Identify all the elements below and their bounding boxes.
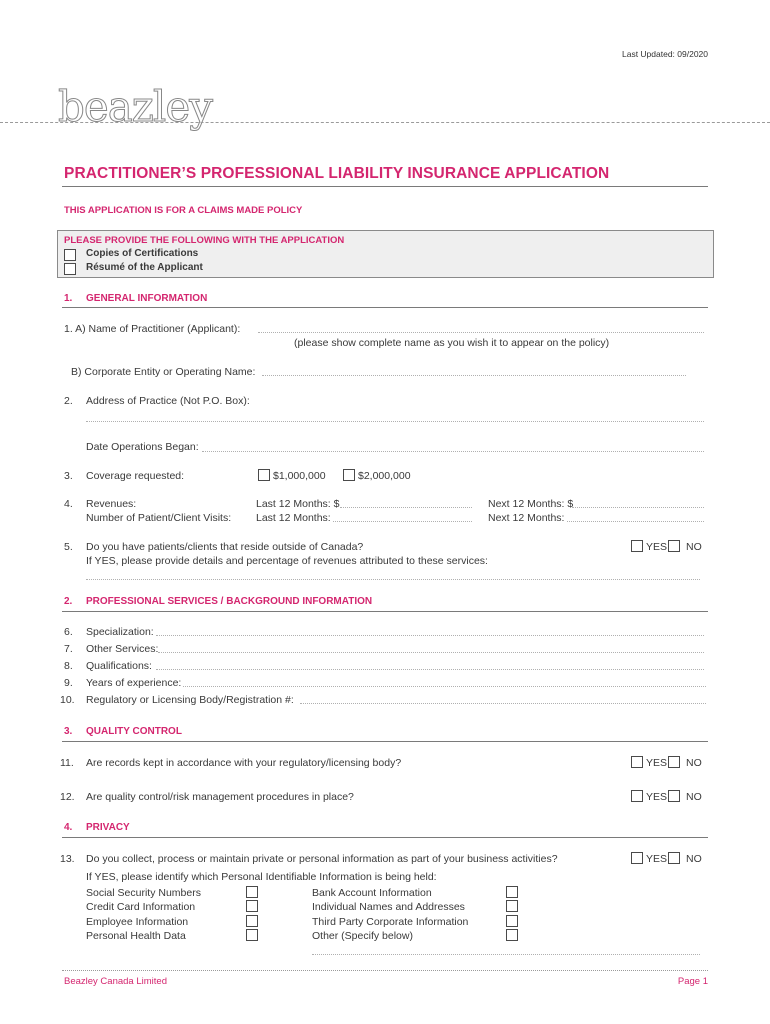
certifications-label: Copies of Certifications [86, 248, 199, 259]
pii-credit-card-checkbox[interactable] [246, 900, 258, 912]
resume-label: Résumé of the Applicant [86, 262, 203, 273]
q7-label: Other Services: [86, 643, 159, 655]
q13-no-label: NO [686, 853, 702, 865]
section3-title: QUALITY CONTROL [86, 726, 182, 737]
next12-visits-label: Next 12 Months: [488, 512, 565, 524]
corporate-name-field[interactable] [262, 375, 686, 376]
q5-yes-checkbox[interactable] [631, 540, 643, 552]
last12-visits-field[interactable] [333, 521, 472, 522]
q12-number: 12. [60, 791, 75, 803]
q2-number: 2. [64, 395, 73, 407]
q5-no-label: NO [686, 541, 702, 553]
years-experience-field[interactable] [183, 686, 706, 687]
q10-label: Regulatory or Licensing Body/Registration #: [86, 694, 294, 706]
q9-number: 9. [64, 677, 73, 689]
q13-yes-label: YES [646, 853, 668, 865]
q11-number: 11. [60, 757, 74, 769]
q13-yes-checkbox[interactable] [631, 852, 643, 864]
q13-number: 13. [60, 853, 75, 865]
pii-left-item: Social Security Numbers [86, 887, 201, 899]
next12-visits-field[interactable] [567, 521, 704, 522]
q13-label: Do you collect, process or maintain private or personal information as part of your business activities? [86, 853, 558, 865]
resume-checkbox[interactable] [64, 263, 76, 275]
title-rule [62, 186, 708, 187]
pii-other-specify-field[interactable] [312, 954, 700, 955]
coverage-2m-label: $2,000,000 [358, 470, 411, 482]
last12-revenue-field[interactable] [340, 507, 472, 508]
section1-rule [62, 307, 708, 308]
q10-number: 10. [60, 694, 75, 706]
address-field[interactable] [86, 421, 704, 422]
pii-other-checkbox[interactable] [506, 929, 518, 941]
q1a-hint: (please show complete name as you wish it to appear on the policy) [294, 337, 610, 349]
next12-revenue-label: Next 12 Months: $ [488, 498, 574, 510]
regulatory-body-field[interactable] [300, 703, 706, 704]
q12-label: Are quality control/risk management procedures in place? [86, 791, 354, 803]
q9-label: Years of experience: [86, 677, 182, 689]
pii-right-item: Individual Names and Addresses [312, 901, 465, 913]
claims-made-notice: THIS APPLICATION IS FOR A CLAIMS MADE POLICY [64, 205, 303, 216]
q5-detail-field[interactable] [86, 579, 700, 580]
q11-label: Are records kept in accordance with your regulatory/licensing body? [86, 757, 402, 769]
q12-no-label: NO [686, 791, 702, 803]
pii-left-item: Credit Card Information [86, 901, 196, 913]
page-title: PRACTITIONER’S PROFESSIONAL LIABILITY INSURANCE APPLICATION [64, 165, 610, 182]
pii-left-item: Personal Health Data [86, 930, 186, 942]
next12-revenue-field[interactable] [572, 507, 704, 508]
date-operations-field[interactable] [202, 451, 704, 452]
section3-rule [62, 741, 708, 742]
q2-label: Address of Practice (Not P.O. Box): [86, 395, 250, 407]
section4-title: PRIVACY [86, 822, 130, 833]
section2-rule [62, 611, 708, 612]
date-operations-label: Date Operations Began: [86, 441, 199, 453]
q8-label: Qualifications: [86, 660, 152, 672]
pii-right-item: Third Party Corporate Information [312, 916, 469, 928]
last-updated: Last Updated: 09/2020 [621, 49, 708, 59]
q5-detail-label: If YES, please provide details and percentage of revenues attributed to these services: [86, 555, 488, 567]
footer-company: Beazley Canada Limited [64, 976, 167, 987]
q8-number: 8. [64, 660, 73, 672]
last12-visits-label: Last 12 Months: [256, 512, 331, 524]
q5-number: 5. [64, 541, 73, 553]
q3-label: Coverage requested: [86, 470, 185, 482]
q4-revenues-label: Revenues: [86, 498, 137, 510]
q11-no-checkbox[interactable] [668, 756, 680, 768]
pii-ssn-checkbox[interactable] [246, 886, 258, 898]
q5-label: Do you have patients/clients that reside outside of Canada? [86, 541, 364, 553]
q1b-label: B) Corporate Entity or Operating Name: [71, 366, 256, 378]
footer-rule [62, 970, 708, 971]
q6-number: 6. [64, 626, 73, 638]
other-services-field[interactable] [158, 652, 704, 653]
section4-number: 4. [64, 822, 73, 833]
q12-yes-label: YES [646, 791, 668, 803]
pii-right-item: Other (Specify below) [312, 930, 413, 942]
q11-yes-label: YES [646, 757, 668, 769]
q13-no-checkbox[interactable] [668, 852, 680, 864]
provide-heading: PLEASE PROVIDE THE FOLLOWING WITH THE APPLICATION [64, 235, 345, 246]
q11-no-label: NO [686, 757, 702, 769]
q4-number: 4. [64, 498, 73, 510]
qualifications-field[interactable] [156, 669, 704, 670]
q5-no-checkbox[interactable] [668, 540, 680, 552]
beazley-logo: beazley [58, 82, 212, 131]
section4-rule [62, 837, 708, 838]
q1a-label: 1. A) Name of Practitioner (Applicant): [64, 323, 241, 335]
pii-right-item: Bank Account Information [312, 887, 432, 899]
section3-number: 3. [64, 726, 73, 737]
q7-number: 7. [64, 643, 73, 655]
footer-page-number: Page 1 [677, 976, 708, 987]
practitioner-name-field[interactable] [258, 332, 704, 333]
q3-number: 3. [64, 470, 73, 482]
specialization-field[interactable] [156, 635, 704, 636]
section1-title: GENERAL INFORMATION [86, 293, 208, 304]
q6-label: Specialization: [86, 626, 154, 638]
pii-health-checkbox[interactable] [246, 929, 258, 941]
q12-no-checkbox[interactable] [668, 790, 680, 802]
section2-title: PROFESSIONAL SERVICES / BACKGROUND INFORMATION [86, 596, 373, 607]
pii-left-item: Employee Information [86, 916, 189, 928]
section1-number: 1. [64, 293, 73, 304]
pii-names-checkbox[interactable] [506, 900, 518, 912]
q11-yes-checkbox[interactable] [631, 756, 643, 768]
coverage-2m-checkbox[interactable] [343, 469, 355, 481]
pii-third-party-checkbox[interactable] [506, 915, 518, 927]
q5-yes-label: YES [646, 541, 668, 553]
q4-visits-label: Number of Patient/Client Visits: [86, 512, 232, 524]
q13-detail-label: If YES, please identify which Personal Identifiable Information is being held: [86, 871, 437, 883]
last12-revenue-label: Last 12 Months: $ [256, 498, 340, 510]
pii-employee-checkbox[interactable] [246, 915, 258, 927]
q12-yes-checkbox[interactable] [631, 790, 643, 802]
coverage-1m-checkbox[interactable] [258, 469, 270, 481]
coverage-1m-label: $1,000,000 [273, 470, 326, 482]
section2-number: 2. [64, 596, 73, 607]
logo-divider [0, 122, 770, 123]
certifications-checkbox[interactable] [64, 249, 76, 261]
pii-bank-checkbox[interactable] [506, 886, 518, 898]
